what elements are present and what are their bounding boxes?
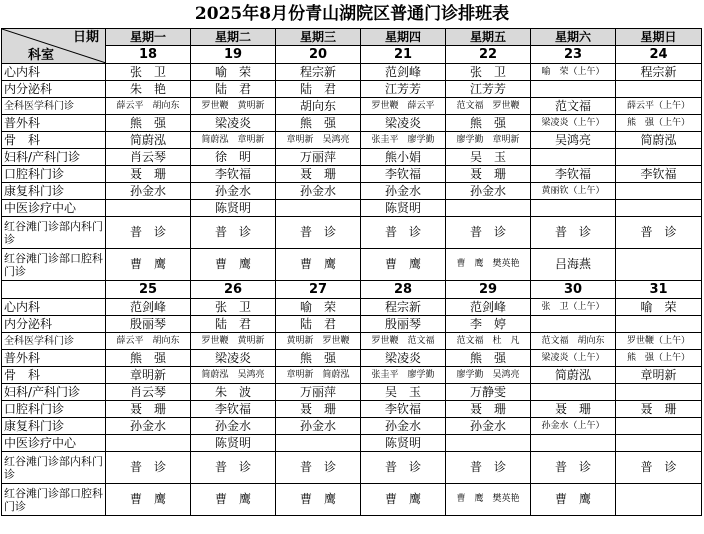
- schedule-cell: 范文福: [531, 98, 616, 115]
- schedule-cell: 普 诊: [361, 217, 446, 249]
- schedule-cell: 曹 鹰: [106, 249, 191, 281]
- schedule-cell: 黄明新 罗世鞭: [276, 333, 361, 350]
- schedule-cell: 熊 强: [276, 350, 361, 367]
- schedule-cell: 孙金水: [276, 418, 361, 435]
- dept-label: 红谷滩门诊部内科门诊: [2, 217, 106, 249]
- date-cell: 24: [616, 46, 702, 64]
- schedule-cell: 陆 君: [276, 81, 361, 98]
- weekday-header: 星期五: [446, 29, 531, 46]
- schedule-cell: [616, 183, 702, 200]
- schedule-cell: 吴 玉: [446, 149, 531, 166]
- schedule-cell: 罗世鞭 黄明新: [191, 333, 276, 350]
- date-row-label-cell: [2, 281, 106, 299]
- schedule-cell: 殷丽琴: [361, 316, 446, 333]
- schedule-cell: [276, 435, 361, 452]
- weekday-header: 星期一: [106, 29, 191, 46]
- date-cell: 19: [191, 46, 276, 64]
- schedule-cell: [616, 316, 702, 333]
- schedule-cell: 孙金水: [106, 418, 191, 435]
- schedule-cell: 殷丽琴: [106, 316, 191, 333]
- schedule-cell: 张 卫（上午）: [531, 299, 616, 316]
- header-corner-cell: [2, 29, 106, 64]
- schedule-cell: 聂 珊: [531, 401, 616, 418]
- schedule-cell: 张圭平 廖学勤: [361, 367, 446, 384]
- schedule-cell: 梁凌炎（上午）: [531, 350, 616, 367]
- schedule-cell: 简蔚泓: [616, 132, 702, 149]
- schedule-cell: 曹 鹰: [361, 249, 446, 281]
- dept-label: 心内科: [2, 64, 106, 81]
- weekday-header: 星期二: [191, 29, 276, 46]
- schedule-cell: 普 诊: [106, 217, 191, 249]
- schedule-cell: 孙金水: [276, 183, 361, 200]
- schedule-cell: 胡向东: [276, 98, 361, 115]
- schedule-cell: 范剑峰: [361, 64, 446, 81]
- schedule-cell: [616, 81, 702, 98]
- dept-label: 骨 科: [2, 367, 106, 384]
- schedule-cell: [616, 200, 702, 217]
- date-cell: 27: [276, 281, 361, 299]
- schedule-cell: 普 诊: [191, 217, 276, 249]
- schedule-cell: 普 诊: [531, 452, 616, 484]
- schedule-cell: 章明新 吴鸿亮: [276, 132, 361, 149]
- dept-label: 中医诊疗中心: [2, 200, 106, 217]
- schedule-cell: 梁凌炎: [191, 350, 276, 367]
- schedule-cell: [106, 435, 191, 452]
- dept-label: 红谷滩门诊部内科门诊: [2, 452, 106, 484]
- schedule-cell: 普 诊: [191, 452, 276, 484]
- schedule-cell: [531, 200, 616, 217]
- schedule-cell: 孙金水: [106, 183, 191, 200]
- schedule-cell: 熊 强: [276, 115, 361, 132]
- corner-dept-label: 科室: [28, 48, 55, 63]
- schedule-cell: 普 诊: [361, 452, 446, 484]
- schedule-cell: 罗世鞭 范文福: [361, 333, 446, 350]
- schedule-cell: 万丽萍: [276, 384, 361, 401]
- schedule-cell: 范文福 罗世鞭: [446, 98, 531, 115]
- schedule-cell: 陈贤明: [191, 200, 276, 217]
- schedule-cell: 范文福 胡向东: [531, 333, 616, 350]
- schedule-cell: 熊 强: [446, 115, 531, 132]
- schedule-cell: 吴鸿亮: [531, 132, 616, 149]
- schedule-cell: 范剑峰: [446, 299, 531, 316]
- schedule-cell: 梁凌炎: [191, 115, 276, 132]
- schedule-cell: [531, 149, 616, 166]
- schedule-cell: 聂 珊: [616, 401, 702, 418]
- dept-label: 内分泌科: [2, 81, 106, 98]
- schedule-cell: 江芳芳: [446, 81, 531, 98]
- schedule-cell: 熊 强: [106, 350, 191, 367]
- weekday-header: 星期四: [361, 29, 446, 46]
- schedule-cell: [616, 249, 702, 281]
- schedule-cell: 章明新: [616, 367, 702, 384]
- schedule-cell: 张 卫: [106, 64, 191, 81]
- corner-date-label: 日期: [72, 30, 99, 45]
- schedule-cell: 普 诊: [276, 217, 361, 249]
- schedule-cell: 简蔚泓: [531, 367, 616, 384]
- dept-label: 口腔科门诊: [2, 166, 106, 183]
- dept-label: 康复科门诊: [2, 418, 106, 435]
- schedule-cell: 普 诊: [106, 452, 191, 484]
- schedule-cell: 陈贤明: [361, 200, 446, 217]
- date-cell: 31: [616, 281, 702, 299]
- dept-label: 心内科: [2, 299, 106, 316]
- date-cell: 22: [446, 46, 531, 64]
- schedule-cell: 程宗新: [616, 64, 702, 81]
- schedule-cell: 普 诊: [446, 452, 531, 484]
- schedule-cell: 章明新: [106, 367, 191, 384]
- schedule-cell: 罗世鞭 黄明新: [191, 98, 276, 115]
- schedule-cell: 梁凌炎（上午）: [531, 115, 616, 132]
- date-cell: 30: [531, 281, 616, 299]
- date-cell: 23: [531, 46, 616, 64]
- schedule-cell: 聂 珊: [276, 401, 361, 418]
- dept-label: 红谷滩门诊部口腔科门诊: [2, 484, 106, 516]
- dept-label: 红谷滩门诊部口腔科门诊: [2, 249, 106, 281]
- schedule-cell: 孙金水: [361, 183, 446, 200]
- schedule-cell: 喻 荣: [276, 299, 361, 316]
- schedule-cell: 聂 珊: [106, 166, 191, 183]
- date-cell: 21: [361, 46, 446, 64]
- schedule-cell: 范剑峰: [106, 299, 191, 316]
- schedule-cell: 曹 鹰: [191, 484, 276, 516]
- schedule-cell: 朱 艳: [106, 81, 191, 98]
- schedule-cell: 李钦福: [361, 401, 446, 418]
- schedule-cell: 万丽萍: [276, 149, 361, 166]
- schedule-cell: [616, 484, 702, 516]
- weekday-header: 星期日: [616, 29, 702, 46]
- schedule-cell: 曹 鹰: [361, 484, 446, 516]
- schedule-cell: 吴 玉: [361, 384, 446, 401]
- schedule-cell: [616, 435, 702, 452]
- schedule-cell: 薛云平 胡向东: [106, 98, 191, 115]
- schedule-cell: 曹 鹰: [531, 484, 616, 516]
- schedule-cell: 曹 鹰 樊英艳: [446, 249, 531, 281]
- schedule-cell: 喻 荣: [616, 299, 702, 316]
- schedule-cell: [616, 149, 702, 166]
- schedule-cell: 聂 珊: [446, 401, 531, 418]
- schedule-cell: 吕海燕: [531, 249, 616, 281]
- schedule-cell: 曹 鹰: [276, 484, 361, 516]
- schedule-cell: 普 诊: [446, 217, 531, 249]
- schedule-cell: 聂 珊: [276, 166, 361, 183]
- schedule-cell: 李钦福: [191, 401, 276, 418]
- schedule-cell: [276, 200, 361, 217]
- schedule-cell: 罗世鞭（上午）: [616, 333, 702, 350]
- schedule-cell: 江芳芳: [361, 81, 446, 98]
- schedule-cell: 张 卫: [191, 299, 276, 316]
- schedule-cell: 黄丽钦（上午）: [531, 183, 616, 200]
- schedule-cell: 曹 鹰 樊英艳: [446, 484, 531, 516]
- dept-label: 全科医学科门诊: [2, 98, 106, 115]
- schedule-cell: 梁凌炎: [361, 350, 446, 367]
- schedule-cell: 孙金水: [191, 418, 276, 435]
- schedule-cell: 孙金水: [446, 418, 531, 435]
- schedule-table: [1, 28, 702, 516]
- schedule-cell: [531, 384, 616, 401]
- dept-label: 中医诊疗中心: [2, 435, 106, 452]
- schedule-cell: 薛云平 胡向东: [106, 333, 191, 350]
- schedule-cell: [531, 316, 616, 333]
- dept-label: 口腔科门诊: [2, 401, 106, 418]
- schedule-cell: [446, 200, 531, 217]
- schedule-title: 2025年8月份青山湖院区普通门诊排班表: [194, 4, 510, 24]
- schedule-cell: 聂 珊: [106, 401, 191, 418]
- schedule-cell: 张圭平 廖学勤: [361, 132, 446, 149]
- schedule-cell: [106, 200, 191, 217]
- schedule-cell: 李钦福: [191, 166, 276, 183]
- schedule-cell: 李 婷: [446, 316, 531, 333]
- schedule-cell: 孙金水（上午）: [531, 418, 616, 435]
- schedule-cell: 普 诊: [276, 452, 361, 484]
- date-cell: 28: [361, 281, 446, 299]
- schedule-cell: 罗世鞭 薛云平: [361, 98, 446, 115]
- dept-label: 普外科: [2, 350, 106, 367]
- schedule-cell: 喻 荣（上午）: [531, 64, 616, 81]
- schedule-cell: 熊小娟: [361, 149, 446, 166]
- dept-label: 妇科/产科门诊: [2, 384, 106, 401]
- dept-label: 妇科/产科门诊: [2, 149, 106, 166]
- schedule-cell: 聂 珊: [446, 166, 531, 183]
- schedule-cell: 李钦福: [531, 166, 616, 183]
- schedule-cell: 陆 君: [191, 316, 276, 333]
- schedule-cell: 曹 鹰: [191, 249, 276, 281]
- schedule-cell: [616, 384, 702, 401]
- schedule-cell: 普 诊: [616, 217, 702, 249]
- schedule-cell: 陈贤明: [361, 435, 446, 452]
- schedule-cell: 程宗新: [276, 64, 361, 81]
- schedule-cell: 李钦福: [361, 166, 446, 183]
- dept-label: 康复科门诊: [2, 183, 106, 200]
- schedule-cell: 熊 强（上午）: [616, 115, 702, 132]
- schedule-cell: 简蔚泓 吴鸿亮: [191, 367, 276, 384]
- schedule-cell: 熊 强: [106, 115, 191, 132]
- schedule-cell: 孙金水: [361, 418, 446, 435]
- dept-label: 内分泌科: [2, 316, 106, 333]
- schedule-cell: [531, 81, 616, 98]
- schedule-cell: [446, 435, 531, 452]
- date-cell: 25: [106, 281, 191, 299]
- schedule-cell: 廖学勤 吴鸿亮: [446, 367, 531, 384]
- schedule-cell: 肖云琴: [106, 384, 191, 401]
- schedule-cell: 张 卫: [446, 64, 531, 81]
- schedule-cell: 梁凌炎: [361, 115, 446, 132]
- schedule-cell: 孙金水: [446, 183, 531, 200]
- schedule-cell: 喻 荣: [191, 64, 276, 81]
- schedule-cell: 陈贤明: [191, 435, 276, 452]
- schedule-cell: 陆 君: [276, 316, 361, 333]
- schedule-cell: 简蔚泓 章明新: [191, 132, 276, 149]
- dept-label: 全科医学科门诊: [2, 333, 106, 350]
- schedule-cell: 陆 君: [191, 81, 276, 98]
- schedule-cell: 薛云平（上午）: [616, 98, 702, 115]
- schedule-cell: 熊 强: [446, 350, 531, 367]
- schedule-cell: 范文福 杜 凡: [446, 333, 531, 350]
- dept-label: 骨 科: [2, 132, 106, 149]
- schedule-cell: 李钦福: [616, 166, 702, 183]
- schedule-cell: 熊 强（上午）: [616, 350, 702, 367]
- weekday-header: 星期六: [531, 29, 616, 46]
- schedule-cell: 曹 鹰: [276, 249, 361, 281]
- date-cell: 20: [276, 46, 361, 64]
- schedule-cell: 曹 鹰: [106, 484, 191, 516]
- schedule-cell: 普 诊: [531, 217, 616, 249]
- schedule-cell: 万静雯: [446, 384, 531, 401]
- schedule-cell: 简蔚泓: [106, 132, 191, 149]
- schedule-cell: [616, 418, 702, 435]
- schedule-cell: 普 诊: [616, 452, 702, 484]
- date-cell: 29: [446, 281, 531, 299]
- schedule-cell: 肖云琴: [106, 149, 191, 166]
- date-cell: 18: [106, 46, 191, 64]
- weekday-header: 星期三: [276, 29, 361, 46]
- schedule-cell: 章明新 简蔚泓: [276, 367, 361, 384]
- schedule-cell: 程宗新: [361, 299, 446, 316]
- dept-label: 普外科: [2, 115, 106, 132]
- schedule-cell: 孙金水: [191, 183, 276, 200]
- schedule-cell: 朱 波: [191, 384, 276, 401]
- schedule-cell: 徐 明: [191, 149, 276, 166]
- date-cell: 26: [191, 281, 276, 299]
- schedule-cell: [531, 435, 616, 452]
- schedule-cell: 廖学勤 章明新: [446, 132, 531, 149]
